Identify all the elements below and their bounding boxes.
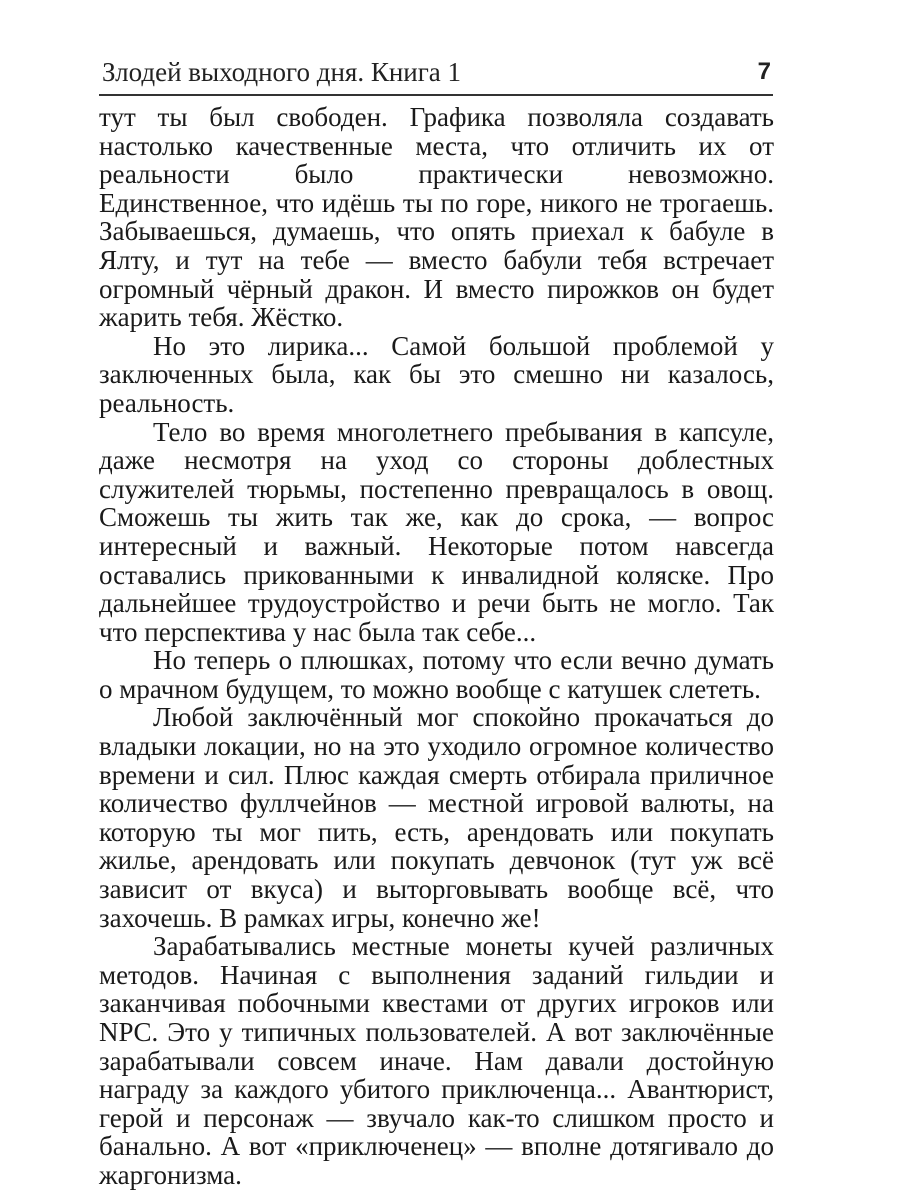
paragraph-5: Любой заключённый мог спокойно прокачаться до владыки локации, но на это уходило огромное количество времени и сил. Плюс каждая смерть отбирала приличное количество фуллчейнов — местной игровой валюты, на которую ты мог пить, есть, арендовать или покупать жилье, арендовать или покупать девчонок (тут уж всё зависит от вкуса) и выторговывать вообще всё, что захочешь. В рамках игры, конечно же!: [99, 702, 774, 933]
paragraph-4: Но теперь о плюшках, потому что если вечно думать о мрачном будущем, то можно вообще с катушек слететь.: [99, 645, 774, 704]
running-header: [99, 55, 773, 91]
page-number: 7: [757, 58, 771, 85]
paragraph-3: Тело во время многолетнего пребывания в капсуле, даже несмотря на уход со стороны доблестных служителей тюрьмы, постепенно превращалось в овощ. Сможешь ты жить так же, как до срока, — вопрос интересный и важный. Некоторые потом навсегда оставались прикованными к инвалидной коляске. Про дальнейшее трудоустройство и речи быть не могло. Так что перспектива у нас была так себе...: [99, 416, 774, 647]
paragraph-1: тут ты был свободен. Графика позволяла создавать настолько качественные места, что отличить их от реальности было практически невозможно. Единственное, что идёшь ты по горе, никого не трогаешь. Забываешься, думаешь, что опять приехал к бабуле в Ялту, и тут на тебе — вместо бабули тебя встречает огромный чёрный дракон. И вместо пирожков он будет жарить тебя. Жёстко.: [99, 102, 774, 333]
body-text: [99, 103, 774, 1190]
book-title: Злодей выходного дня. Книга 1: [102, 57, 462, 87]
header-divider: [99, 94, 773, 96]
paragraph-6: Зарабатывались местные монеты кучей различных методов. Начиная с выполнения заданий гильдии и заканчивая побочными квестами от других игроков или NPC. Это у типичных пользователей. А вот заключённые зарабатывали совсем иначе. Нам давали достойную награду за каждого убитого приключенца... Авантюрист, герой и персонаж — звучало как-то слишком просто и банально. А вот «приключенец» — вполне дотягивало до жаргонизма.: [99, 931, 774, 1190]
paragraph-2: Но это лирика... Самой большой проблемой у заключенных была, как бы это смешно ни казалось, реальность.: [99, 330, 774, 418]
